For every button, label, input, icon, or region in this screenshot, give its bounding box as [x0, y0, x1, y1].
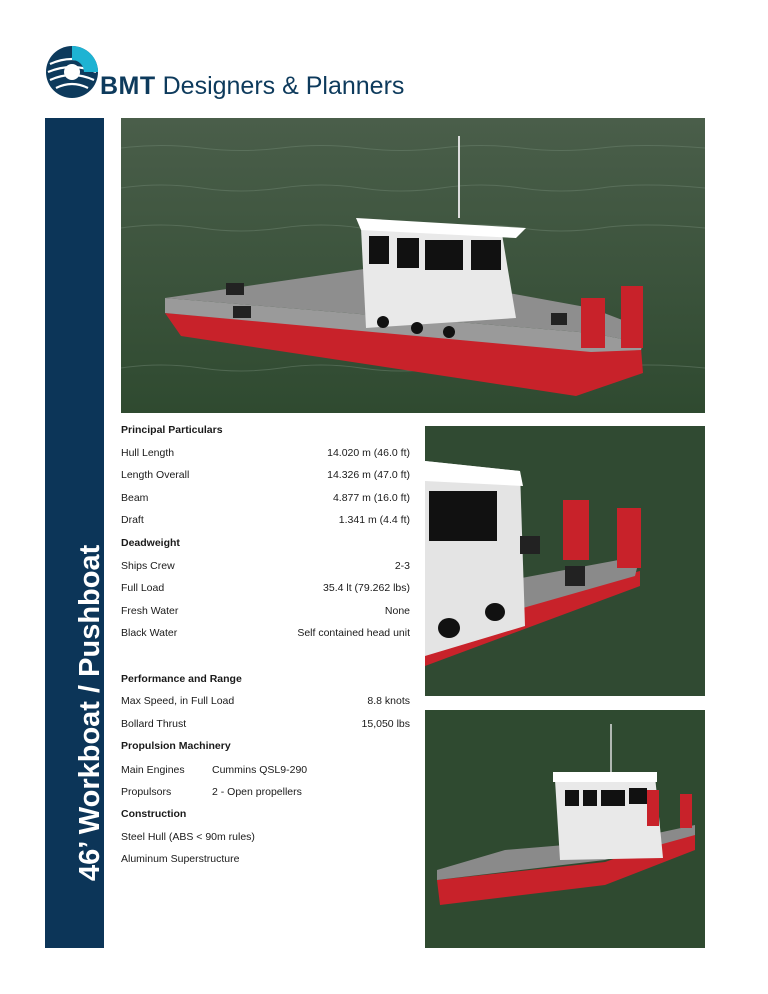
spec-value: 4.877 m (16.0 ft)	[332, 492, 410, 504]
spec-row-full-load	[121, 582, 410, 594]
spec-row-fresh-water	[121, 605, 410, 617]
spec-value: 2 - Open propellers	[212, 786, 302, 798]
spec-row-ships-crew	[121, 560, 410, 572]
performance-heading: Performance and Range	[121, 673, 242, 685]
brand-subtitle: Designers & Planners	[162, 72, 405, 100]
boat-side-image	[425, 710, 705, 948]
propulsion-heading: Propulsion Machinery	[121, 740, 231, 752]
spec-value: None	[384, 605, 410, 617]
spec-label: Black Water	[121, 627, 178, 639]
spec-label: Main Engines	[121, 764, 185, 776]
sidebar-title: 46’ Workboat / Pushboat	[74, 544, 106, 881]
brand-bold: BMT	[100, 72, 156, 100]
brand-title	[100, 72, 404, 101]
spec-value: 2-3	[394, 560, 410, 572]
spec-label: Propulsors	[121, 786, 172, 798]
spec-label: Full Load	[121, 582, 165, 594]
spec-value: 35.4 lt (79.262 lbs)	[323, 582, 410, 594]
principal-heading: Principal Particulars	[121, 424, 223, 436]
spec-value: 14.020 m (46.0 ft)	[327, 447, 410, 459]
spec-row-bollard-thrust	[121, 718, 410, 730]
spec-row-main-engines	[121, 764, 308, 776]
spec-row-length-overall	[121, 469, 410, 481]
spec-label: Bollard Thrust	[121, 718, 187, 730]
spec-value: 8.8 knots	[367, 695, 410, 707]
spec-row-max-speed	[121, 695, 410, 707]
spec-label: Fresh Water	[121, 605, 179, 617]
spec-row-draft	[121, 514, 410, 526]
boat-main-image	[121, 118, 705, 413]
spec-row-propulsors	[121, 786, 302, 798]
spec-label: Beam	[121, 492, 149, 504]
bmt-logo-icon	[44, 44, 104, 100]
spec-value: 15,050 lbs	[361, 718, 410, 730]
boat-stern-image	[425, 426, 705, 696]
construction-heading: Construction	[121, 808, 187, 820]
spec-value: Cummins QSL9-290	[212, 764, 308, 776]
spec-row-hull-length	[121, 447, 410, 459]
spec-row-black-water	[121, 627, 410, 639]
spec-row-beam	[121, 492, 410, 504]
spec-value: 14.326 m (47.0 ft)	[327, 469, 410, 481]
spec-label: Draft	[121, 514, 144, 526]
spec-hull-material: Steel Hull (ABS < 90m rules)	[121, 831, 255, 843]
spec-label: Max Speed, in Full Load	[121, 695, 235, 707]
spec-value: 1.341 m (4.4 ft)	[338, 514, 410, 526]
deadweight-heading: Deadweight	[121, 537, 180, 549]
spec-label: Hull Length	[121, 447, 175, 459]
spec-label: Length Overall	[121, 469, 190, 481]
spec-label: Ships Crew	[121, 560, 175, 572]
spec-superstructure-material: Aluminum Superstructure	[121, 853, 240, 865]
spec-value: Self contained head unit	[297, 627, 410, 639]
